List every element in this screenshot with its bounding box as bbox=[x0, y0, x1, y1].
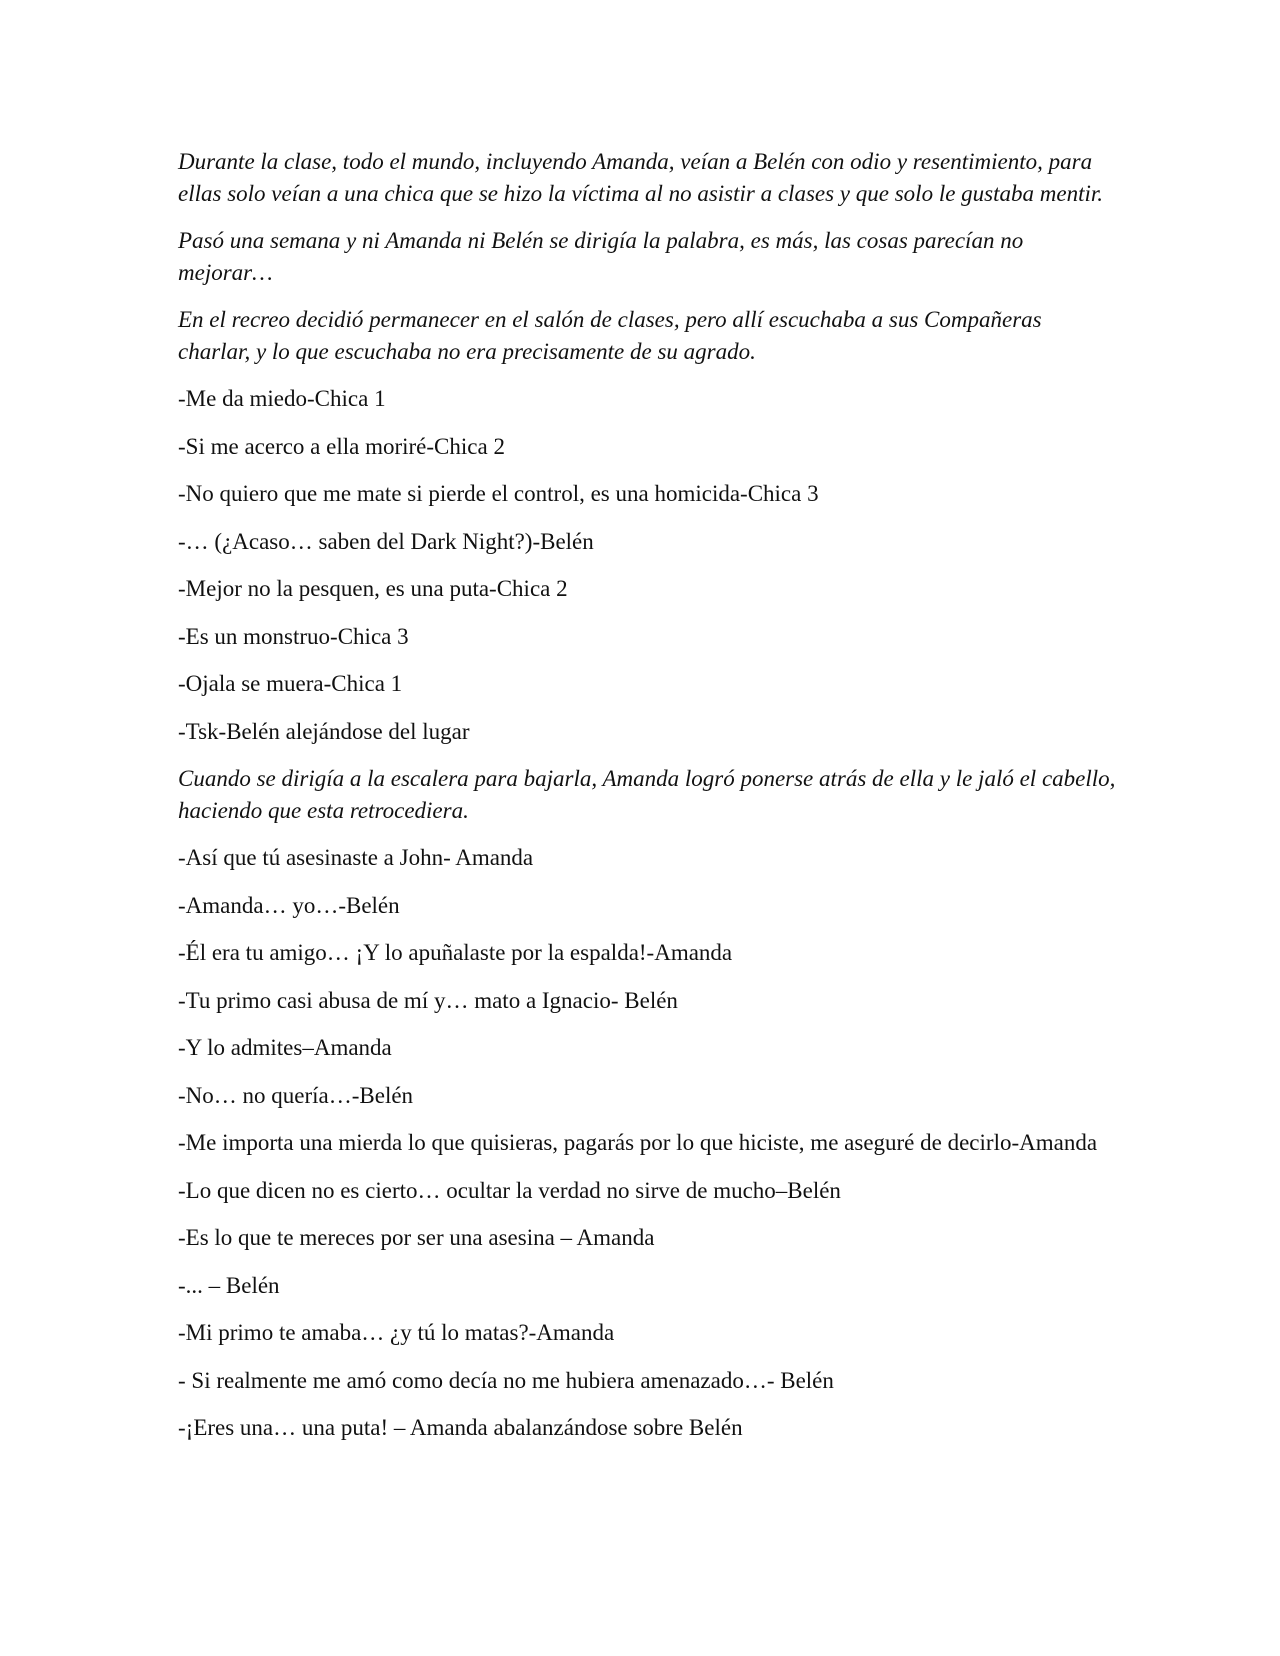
dialogue-line: -Es lo que te mereces por ser una asesina – Amanda bbox=[178, 1225, 655, 1250]
dialogue-line: -Si me acerco a ella moriré-Chica 2 bbox=[178, 433, 505, 459]
dialogue-line: -Es un monstruo-Chica 3 bbox=[178, 623, 409, 649]
dialogue-line: -Él era tu amigo… ¡Y lo apuñalaste por la espalda!-Amanda bbox=[178, 940, 733, 965]
dialogue-line: -No quiero que me mate si pierde el control, es una homicida-Chica 3 bbox=[178, 481, 819, 506]
dialogue-line: -No… no quería…-Belén bbox=[178, 1082, 414, 1108]
narration-paragraph: En el recreo decidió permanecer en el salón de clases, pero allí escuchaba a sus Compañeras charlar, y lo que escuchaba no era precisamente de su agrado. bbox=[178, 307, 1042, 364]
narration-paragraph: Cuando se dirigía a la escalera para bajarla, Amanda logró ponerse atrás de ella y le jaló el cabello, haciendo que esta retrocediera. bbox=[178, 766, 1116, 823]
dialogue-line: -… (¿Acaso… saben del Dark Night?)-Belén bbox=[178, 528, 594, 554]
dialogue-line: -Tu primo casi abusa de mí y… mato a Ignacio- Belén bbox=[178, 987, 678, 1013]
dialogue-line: -Amanda… yo…-Belén bbox=[178, 892, 400, 918]
dialogue-line: - Si realmente me amó como decía no me hubiera amenazado…- Belén bbox=[178, 1367, 834, 1393]
dialogue-line: -¡Eres una… una puta! – Amanda abalanzándose sobre Belén bbox=[178, 1415, 743, 1440]
dialogue-line: -Me importa una mierda lo que quisieras, pagarás por lo que hiciste, me aseguré de decirlo-Amanda bbox=[178, 1130, 1098, 1155]
dialogue-line: -Así que tú asesinaste a John- Amanda bbox=[178, 845, 534, 870]
dialogue-line: -Mi primo te amaba… ¿y tú lo matas?-Amanda bbox=[178, 1320, 615, 1345]
narration-paragraph: Pasó una semana y ni Amanda ni Belén se dirigía la palabra, es más, las cosas parecían no mejorar… bbox=[178, 228, 1024, 285]
document-body bbox=[178, 146, 1118, 1460]
dialogue-line: -Ojala se muera-Chica 1 bbox=[178, 671, 403, 696]
dialogue-line: -Mejor no la pesquen, es una puta-Chica 2 bbox=[178, 576, 568, 601]
dialogue-line: -Me da miedo-Chica 1 bbox=[178, 386, 386, 411]
narration-paragraph: Durante la clase, todo el mundo, incluyendo Amanda, veían a Belén con odio y resentimiento, para ellas solo veían a una chica que se hizo la víctima al no asistir a clases y que solo le gustaba mentir. bbox=[178, 149, 1104, 206]
dialogue-line: -Y lo admites–Amanda bbox=[178, 1035, 392, 1060]
dialogue-line: -... – Belén bbox=[178, 1272, 280, 1298]
dialogue-line: -Lo que dicen no es cierto… ocultar la verdad no sirve de mucho–Belén bbox=[178, 1177, 841, 1203]
dialogue-line: -Tsk-Belén alejándose del lugar bbox=[178, 718, 470, 744]
